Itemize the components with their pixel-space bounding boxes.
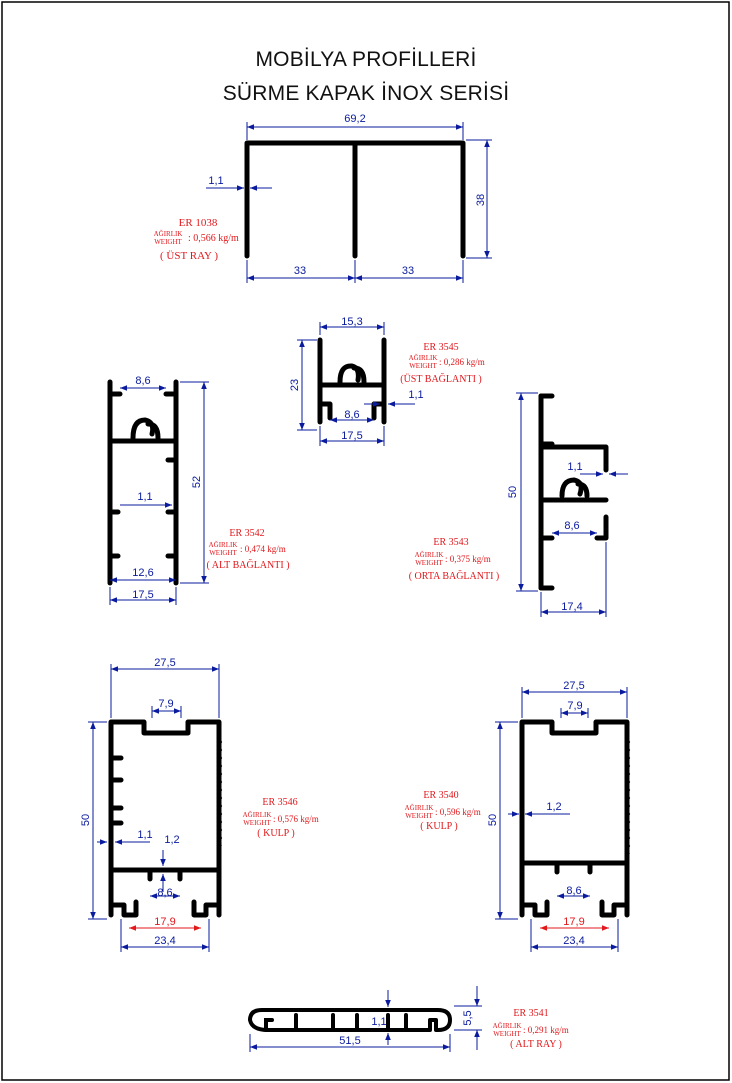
er3545-weight-label-2: WEIGHT bbox=[409, 362, 437, 370]
profile-er3546 bbox=[80, 657, 319, 952]
dim-er3542-thickness: 1,1 bbox=[137, 491, 153, 503]
dim-er3546-height: 50 bbox=[80, 813, 92, 827]
er3543-weight-label-2: WEIGHT bbox=[415, 559, 443, 567]
er1038-weight-label-2: WEIGHT bbox=[154, 238, 182, 246]
dim-er3546-top: 7,9 bbox=[158, 698, 174, 710]
er3546-name: ( KULP ) bbox=[257, 828, 295, 839]
dim-er3542-inner: 12,6 bbox=[132, 567, 154, 579]
er3542-code: ER 3542 bbox=[229, 528, 265, 539]
dim-er3543-height: 50 bbox=[507, 485, 519, 499]
dim-er3540-top: 7,9 bbox=[567, 700, 583, 712]
er1038-code: ER 1038 bbox=[178, 217, 218, 229]
er3542-weight-label-1: AĞIRLIK bbox=[208, 541, 238, 549]
er3540-name: ( KULP ) bbox=[420, 821, 458, 832]
dim-er3540-red: 17,9 bbox=[563, 916, 585, 928]
er3540-weight-label-2: WEIGHT bbox=[405, 812, 433, 820]
profile-er3540 bbox=[405, 680, 629, 952]
dim-er3542-bottom: 17,5 bbox=[132, 589, 154, 601]
dim-er3540-width: 27,5 bbox=[563, 680, 585, 692]
dim-er3543-inner: 8,6 bbox=[564, 520, 580, 532]
er3541-code: ER 3541 bbox=[513, 1008, 549, 1019]
er3541-weight: : 0,291 kg/m bbox=[523, 1025, 569, 1035]
dim-er1038-left: 33 bbox=[293, 265, 307, 277]
dim-er3540-inner: 8,6 bbox=[566, 885, 582, 897]
dim-er3545-thickness: 1,1 bbox=[408, 389, 424, 401]
profile-er3541 bbox=[250, 986, 569, 1052]
er3540-weight-label-1: AĞIRLIK bbox=[404, 804, 434, 812]
er3545-weight: : 0,286 kg/m bbox=[439, 357, 485, 367]
er3543-code: ER 3543 bbox=[433, 537, 469, 548]
er3546-weight-label-1: AĞIRLIK bbox=[242, 811, 272, 819]
dim-er3541-height: 5,5 bbox=[462, 1010, 474, 1026]
profile-er1038 bbox=[154, 113, 492, 283]
dim-er3540-height: 50 bbox=[487, 813, 499, 827]
er1038-name: ( ÜST RAY ) bbox=[160, 250, 218, 262]
dim-er3546-bottom: 23,4 bbox=[154, 935, 176, 947]
dim-er3542-top: 8,6 bbox=[135, 375, 151, 387]
profile-er3543 bbox=[409, 393, 628, 617]
dim-er3542-height: 52 bbox=[191, 475, 203, 489]
er3542-weight-label-2: WEIGHT bbox=[209, 549, 237, 557]
title-line-1: MOBİLYA PROFİLLERİ bbox=[255, 48, 477, 71]
er3542-name: ( ALT BAĞLANTI ) bbox=[206, 560, 290, 571]
dim-er3546-inner: 8,6 bbox=[157, 887, 173, 899]
er3541-name: ( ALT RAY ) bbox=[510, 1039, 562, 1050]
dim-er3546-thickness: 1,1 bbox=[137, 829, 153, 841]
dim-er3540-bottom: 23,4 bbox=[563, 935, 585, 947]
dim-er1038-right: 33 bbox=[401, 265, 415, 277]
er3543-name: ( ORTA BAĞLANTI ) bbox=[408, 571, 500, 582]
dim-er3546-red: 17,9 bbox=[154, 916, 176, 928]
dim-er3543-thickness: 1,1 bbox=[567, 461, 583, 473]
er3545-code: ER 3545 bbox=[423, 342, 459, 353]
er1038-weight-label-1: AĞIRLIK bbox=[153, 230, 183, 238]
er3546-weight-label-2: WEIGHT bbox=[243, 819, 271, 827]
dim-er1038-width: 69,2 bbox=[344, 113, 366, 125]
er3541-weight-label-1: AĞIRLIK bbox=[492, 1022, 522, 1030]
dim-er3543-bottom: 17,4 bbox=[561, 601, 583, 613]
dim-er1038-height: 38 bbox=[475, 193, 487, 207]
er1038-weight: : 0,566 kg/m bbox=[188, 233, 239, 244]
dim-er3545-inner: 8,6 bbox=[344, 409, 360, 421]
dim-er1038-thickness: 1,1 bbox=[208, 175, 224, 187]
er3546-weight: : 0,576 kg/m bbox=[273, 814, 319, 824]
title-line-2: SÜRME KAPAK İNOX SERİSİ bbox=[222, 82, 510, 105]
dim-er3540-wall: 1,2 bbox=[546, 801, 562, 813]
dim-er3541-width: 51,5 bbox=[339, 1035, 361, 1047]
profile-er3542 bbox=[110, 375, 290, 605]
er3541-weight-label-2: WEIGHT bbox=[493, 1030, 521, 1038]
er3545-name: (ÜST BAĞLANTI ) bbox=[400, 374, 482, 385]
dim-er3546-width: 27,5 bbox=[154, 657, 176, 669]
dim-er3541-thickness: 1,1 bbox=[371, 1016, 387, 1028]
dim-er3545-top: 15,3 bbox=[341, 316, 363, 328]
er3543-weight: : 0,375 kg/m bbox=[445, 554, 491, 564]
er3543-weight-label-1: AĞIRLIK bbox=[414, 551, 444, 559]
er3542-weight: : 0,474 kg/m bbox=[240, 544, 286, 554]
er3540-weight: : 0,596 kg/m bbox=[435, 807, 481, 817]
dim-er3545-height: 23 bbox=[289, 378, 301, 392]
dim-er3545-bottom: 17,5 bbox=[341, 430, 363, 442]
er3545-weight-label-1: AĞIRLIK bbox=[408, 354, 438, 362]
dim-er3546-wall: 1,2 bbox=[164, 834, 180, 846]
er3540-code: ER 3540 bbox=[423, 790, 459, 801]
profile-er3545 bbox=[289, 316, 485, 446]
er3546-code: ER 3546 bbox=[262, 797, 298, 808]
